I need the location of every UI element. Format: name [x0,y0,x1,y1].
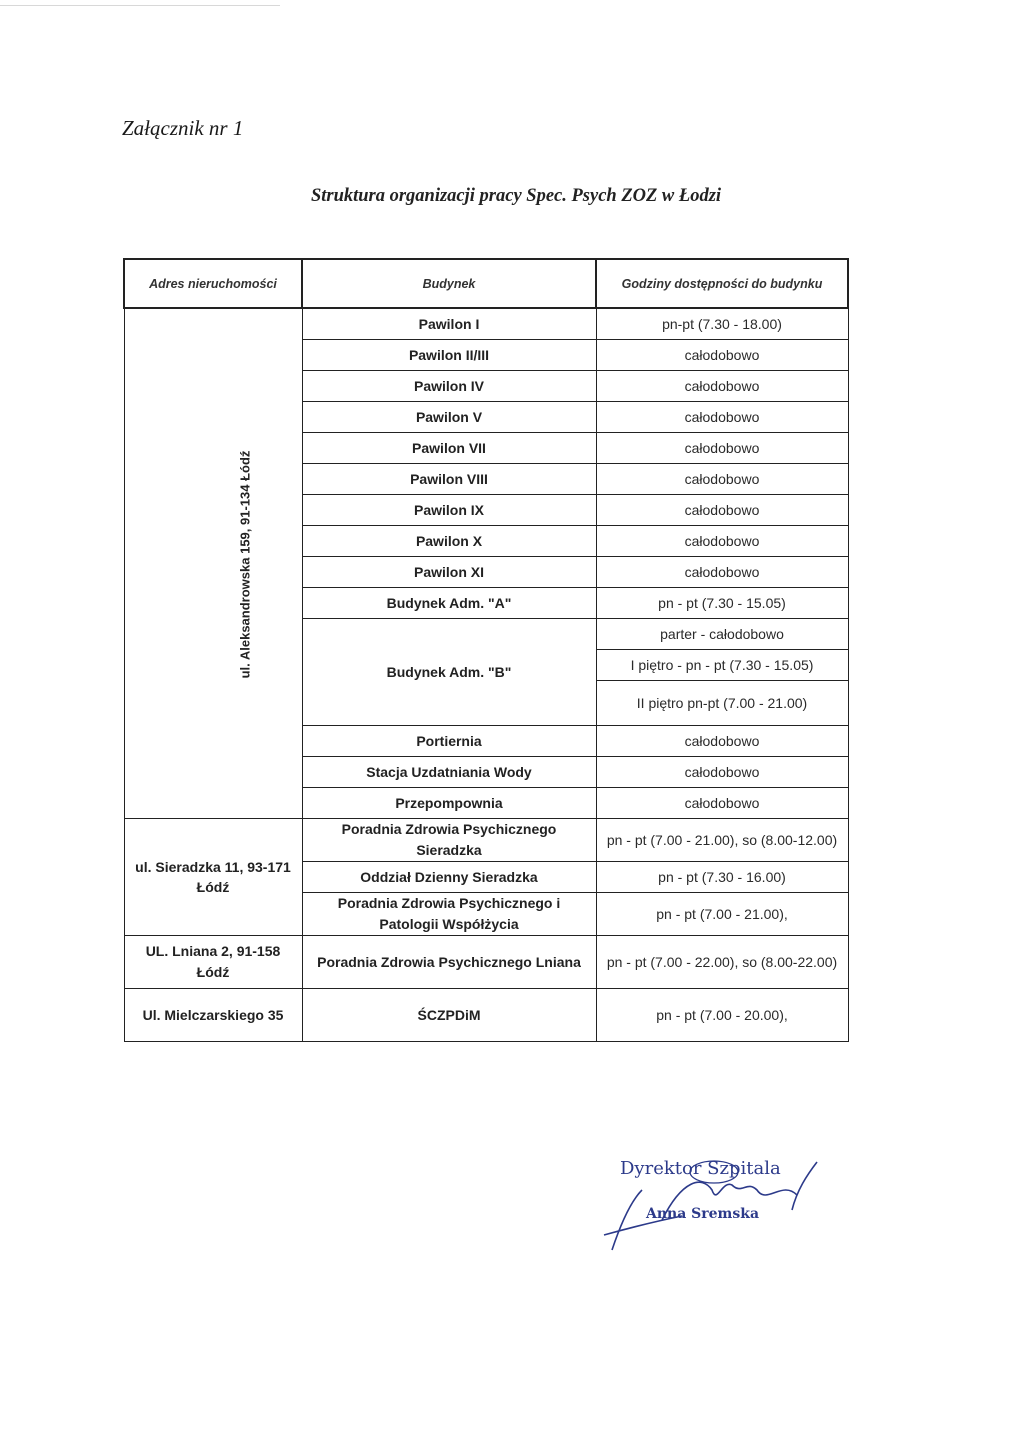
header-building: Budynek [302,259,596,308]
table-row [124,936,848,989]
hours-cell: całodobowo [596,788,848,819]
hours-cell: II piętro pn-pt (7.00 - 21.00) [596,681,848,726]
building-cell: Pawilon VIII [302,464,596,495]
signature-stamp [592,1150,832,1260]
table-header-row [124,259,848,308]
building-cell: Portiernia [302,726,596,757]
hours-cell: całodobowo [596,526,848,557]
hours-cell: pn - pt (7.00 - 22.00), so (8.00-22.00) [596,936,848,989]
table-row [124,819,848,862]
building-cell: Pawilon IV [302,371,596,402]
address-cell-mielczarskiego: Ul. Mielczarskiego 35 [124,989,302,1042]
header-hours: Godziny dostępności do budynku [596,259,848,308]
stamp-line2: Anna Sremska [646,1206,760,1222]
hours-cell: całodobowo [596,495,848,526]
stamp-line1: Dyrektor Szpitala [620,1158,781,1179]
address-cell-sieradzka: ul. Sieradzka 11, 93-171 Łódź [124,819,302,936]
hours-cell: całodobowo [596,557,848,588]
table-row [124,989,848,1042]
building-cell: Poradnia Zdrowia Psychicznego Sieradzka [302,819,596,862]
hours-cell: całodobowo [596,433,848,464]
hours-cell: całodobowo [596,726,848,757]
header-address: Adres nieruchomości [124,259,302,308]
table-row [124,308,848,340]
building-cell: Poradnia Zdrowia Psychicznego Lniana [302,936,596,989]
address-cell-lniana: UL. Lniana 2, 91-158 Łódź [124,936,302,989]
hours-cell: całodobowo [596,340,848,371]
hours-cell: I piętro - pn - pt (7.30 - 15.05) [596,650,848,681]
building-cell: Pawilon IX [302,495,596,526]
hours-cell: pn - pt (7.00 - 21.00), [596,893,848,936]
organization-table [123,258,849,1042]
hours-cell: parter - całodobowo [596,619,848,650]
hours-cell: całodobowo [596,757,848,788]
hours-cell: pn - pt (7.30 - 16.00) [596,862,848,893]
building-cell: Poradnia Zdrowia Psychicznego i Patologii Współżycia [302,893,596,936]
building-cell: Pawilon X [302,526,596,557]
building-cell: Pawilon V [302,402,596,433]
hours-cell: pn - pt (7.30 - 15.05) [596,588,848,619]
building-cell: Oddział Dzienny Sieradzka [302,862,596,893]
building-cell: ŚCZPDiM [302,989,596,1042]
building-cell: Przepompownia [302,788,596,819]
building-cell: Stacja Uzdatniania Wody [302,757,596,788]
hours-cell: pn - pt (7.00 - 21.00), so (8.00-12.00) [596,819,848,862]
building-cell: Budynek Adm. "B" [302,619,596,726]
building-cell: Pawilon II/III [302,340,596,371]
address-text: ul. Aleksandrowska 159, 91-134 Łódź [236,450,252,678]
hours-cell: pn-pt (7.30 - 18.00) [596,308,848,340]
building-cell: Budynek Adm. "A" [302,588,596,619]
hours-cell: całodobowo [596,371,848,402]
hours-cell: całodobowo [596,402,848,433]
annex-label: Załącznik nr 1 [122,116,244,140]
hours-cell: całodobowo [596,464,848,495]
building-cell: Pawilon I [302,308,596,340]
document-title: Struktura organizacji pracy Spec. Psych ZOZ w Łodzi [310,186,722,206]
scan-artifact-line [0,5,280,6]
building-cell: Pawilon XI [302,557,596,588]
address-cell-aleksandrowska [124,308,302,819]
hours-cell: pn - pt (7.00 - 20.00), [596,989,848,1042]
building-cell: Pawilon VII [302,433,596,464]
